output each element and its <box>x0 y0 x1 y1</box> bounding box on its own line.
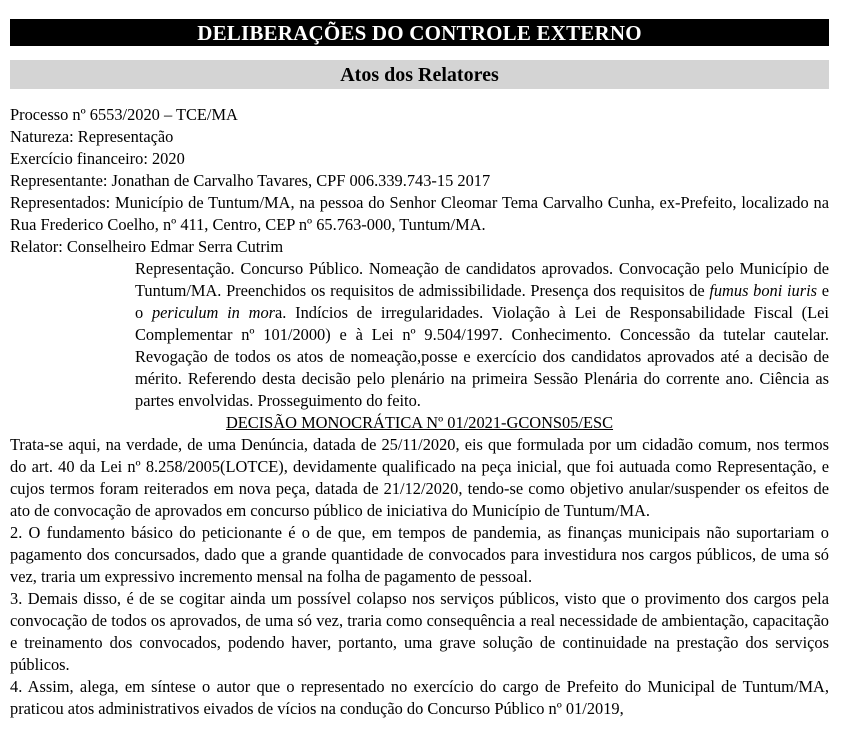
ementa-part2: e o <box>135 281 830 322</box>
document-body <box>10 104 829 720</box>
decision-title: DECISÃO MONOCRÁTICA Nº 01/2021-GCONS05/ESC <box>225 413 614 432</box>
ementa-part1: Representação. Concurso Público. Nomeação de candidatos aprovados. Convocação pelo Município de Tuntum/MA. Preenchidos os requisitos de admissibilidade. Presença dos requisitos de <box>135 259 829 300</box>
ementa-part3: a. Indícios de irregularidades. Violação à Lei de Responsabilidade Fiscal (Lei Complementar nº 101/2000) e à Lei nº 9.504/1997. Conhecimento. Concessão da tutelar cautelar. Revogação de todos os atos de nomeação,posse e exercício dos candidatos aprovados até a decisão de mérito. Referendo desta decisão pelo plenário na primeira Sessão Plenária do corrente ano. Ciência as partes envolvidas. Prosseguimento do feito. <box>135 303 829 410</box>
section-heading: Atos dos Relatores <box>10 60 829 89</box>
relator-line: Relator: Conselheiro Edmar Serra Cutrim <box>10 237 284 256</box>
natureza-line: Natureza: Representação <box>10 127 174 146</box>
ementa-fumus: fumus boni iuris <box>709 281 818 300</box>
ementa-block <box>135 258 829 412</box>
exercicio-line: Exercício financeiro: 2020 <box>10 149 185 168</box>
decision-paragraph-1: Trata-se aqui, na verdade, de uma Denúncia, datada de 25/11/2020, eis que formulada por um cidadão comum, nos termos do art. 40 da Lei nº 8.258/2005(LOTCE), devidamente qualificado na peça inicial, que foi autuada como Representação, e cujos termos foram reiterados em nova peça, datada de 21/12/2020, tendo-se como objetivo anular/suspender os efeitos de ato de convocação de aprovados em concurso público de iniciativa do Município de Tuntum/MA. <box>10 435 829 520</box>
processo-line: Processo nº 6553/2020 – TCE/MA <box>10 105 238 124</box>
decision-paragraph-3: 3. Demais disso, é de se cogitar ainda um possível colapso nos serviços públicos, visto que o provimento dos cargos pela convocação de todos os aprovados, de uma só vez, traria como consequência a real necessidade de ambientação, capacitação e treinamento dos convocados, podendo haver, portanto, uma grave solução de continuidade na prestação dos serviços públicos. <box>10 589 829 674</box>
representados-line: Representados: Município de Tuntum/MA, na pessoa do Senhor Cleomar Tema Carvalho Cunha, ex-Prefeito, localizado na Rua Frederico Coelho, nº 411, Centro, CEP nº 65.763-000, Tuntum/MA. <box>10 193 829 234</box>
deliberacoes-banner: DELIBERAÇÕES DO CONTROLE EXTERNO <box>10 19 829 46</box>
representante-line: Representante: Jonathan de Carvalho Tavares, CPF 006.339.743-15 2017 <box>10 171 491 190</box>
ementa-periculum: periculum in mor <box>151 303 276 322</box>
decision-paragraph-4: 4. Assim, alega, em síntese o autor que o representado no exercício do cargo de Prefeito do Municipal de Tuntum/MA, praticou atos administrativos eivados de vícios na condução do Concurso Público nº 01/2019, <box>10 677 829 718</box>
decision-paragraph-2: 2. O fundamento básico do peticionante é o de que, em tempos de pandemia, as finanças municipais não suportariam o pagamento dos concursados, dado que a grande quantidade de convocados para investidura nos cargos públicos, de uma só vez, traria um expressivo incremento mensal na folha de pagamento de pessoal. <box>10 523 829 586</box>
